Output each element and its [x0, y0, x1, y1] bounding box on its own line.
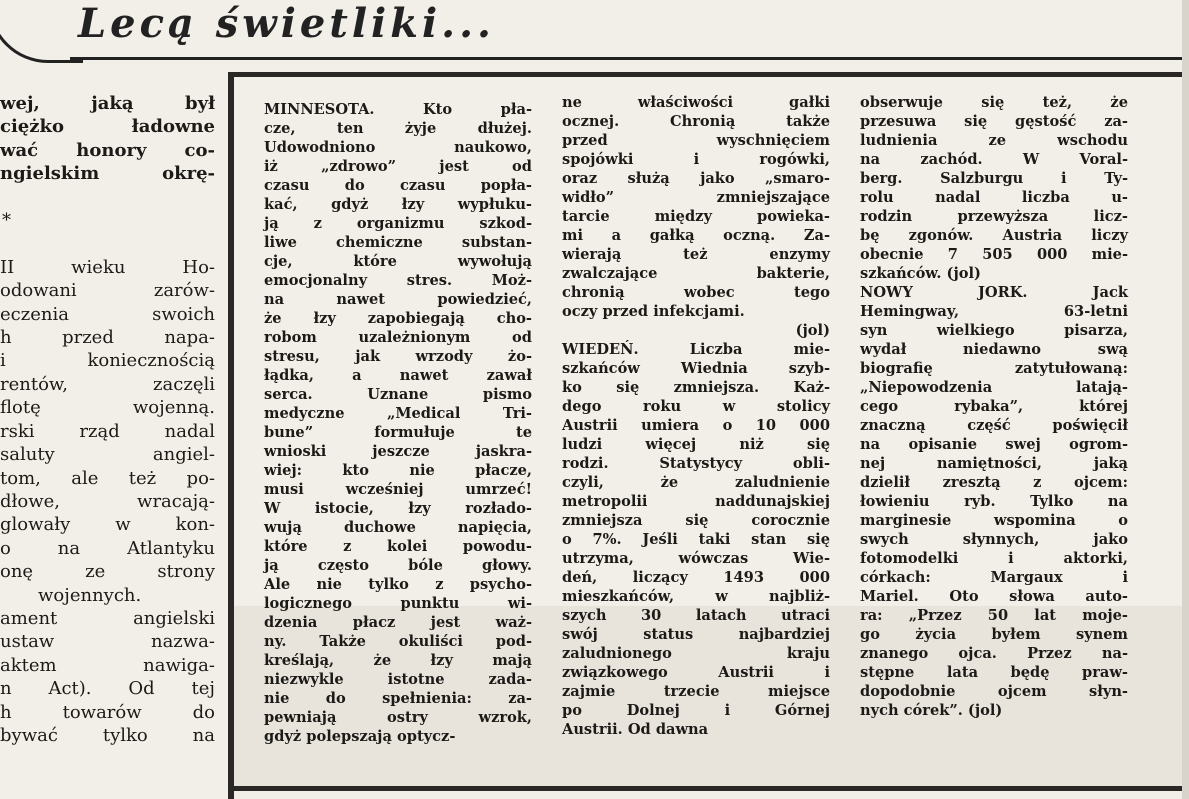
text-line: wać honory co- [0, 139, 215, 161]
text-line: które z kolei powodu- [264, 538, 532, 555]
text-line: zmniejsza się corocznie [562, 512, 830, 529]
text-line: dzielił zresztą z ojcem: [860, 474, 1128, 491]
header-rule [70, 57, 1189, 60]
text-line: ocznej. Chronią także [562, 113, 830, 130]
text-line: znaczną część poświęcił [860, 417, 1128, 434]
text-line: widło” zmniejszające [562, 189, 830, 206]
text-line: rolu nadal liczba u- [860, 189, 1128, 206]
text-line: deń, liczący 1493 000 [562, 569, 830, 586]
text-line: utrzyma, wówczas Wie- [562, 550, 830, 567]
text-line: Udowodniono naukowo, [264, 139, 532, 156]
text-line: bune” formułuje te [264, 424, 532, 441]
article-column-1 [264, 100, 532, 746]
text-line: przesuwa się gęstość za- [860, 113, 1128, 130]
text-line: ra: „Przez 50 lat moje- [860, 607, 1128, 624]
text-line: wydał niedawno swą [860, 341, 1128, 358]
text-line: szkańców Wiednia szyb- [562, 360, 830, 377]
text-line: córkach: Margaux i [860, 569, 1128, 586]
text-line: rski rząd nadal [0, 420, 215, 442]
text-line: zajmie trzecie miejsce [562, 683, 830, 700]
text-line: bę zgonów. Austria liczy [860, 227, 1128, 244]
text-line: robom uzależnionym od [264, 329, 532, 346]
text-line: ustaw nazwa- [0, 631, 215, 653]
text-line: serca. Uznane pismo [264, 386, 532, 403]
text-line: że łzy zapobiegają cho- [264, 310, 532, 327]
text-line: „Niepowodzenia latają- [860, 379, 1128, 396]
text-line: cze, ten żyje dłużej. [264, 120, 532, 137]
text-line [0, 186, 215, 209]
left-article-column [0, 92, 215, 747]
text-line: na zachód. W Voral- [860, 151, 1128, 168]
text-line: niezwykle istotne zada- [264, 671, 532, 688]
text-line: Austrii. Od dawna [562, 721, 709, 738]
text-line: o na Atlantyku [0, 537, 215, 559]
text-line: * [2, 210, 11, 232]
text-line: II wieku Ho- [0, 256, 215, 278]
text-line: szkańców. (jol) [860, 265, 981, 282]
text-line: syn wielkiego pisarza, [860, 322, 1128, 339]
text-line: dzenia płacz jest waż- [264, 614, 532, 631]
text-line: Austrii umiera o 10 000 [562, 417, 830, 434]
text-line: po Dolnej i Górnej [562, 702, 830, 719]
text-line: łądka, a nawet zawał [264, 367, 532, 384]
article-column-3 [860, 93, 1128, 720]
text-line: związkowego Austrii i [562, 664, 830, 681]
text-line: mieszkańców, w najbliż- [562, 588, 830, 605]
text-line: wojennych. [38, 584, 142, 606]
text-line: odowani zarów- [0, 280, 215, 302]
text-line: cego rybaka”, której [860, 398, 1128, 415]
text-line: czyli, że zaludnienie [562, 474, 830, 491]
text-line: tarcie między powieka- [562, 208, 830, 225]
text-line: ciężko ładowne [0, 116, 215, 138]
text-line: obecnie 7 505 000 mie- [860, 246, 1128, 263]
text-line: cje, które wywołują [264, 253, 532, 270]
text-line: logicznego punktu wi- [264, 595, 532, 612]
text-line: ludnienia ze wschodu [860, 132, 1128, 149]
text-line: eczenia swoich [0, 303, 215, 325]
text-line: berg. Salzburgu i Ty- [860, 170, 1128, 187]
text-line: musi wcześniej umrzeć! [264, 481, 532, 498]
text-line [0, 232, 215, 255]
text-line: na nawet powiedzieć, [264, 291, 532, 308]
text-line: swój status najbardziej [562, 626, 830, 643]
text-line: ngielskim okrę- [0, 163, 215, 185]
text-line: wnioski jeszcze jaskra- [264, 443, 532, 460]
text-line: h przed napa- [0, 327, 215, 349]
text-line: wierają też enzymy [562, 246, 830, 263]
text-line: WIEDEŃ. Liczba mie- [562, 341, 830, 358]
text-line: n Act). Od tej [0, 678, 215, 700]
text-line: rodzin przewyższa licz- [860, 208, 1128, 225]
text-line: ko się zmniejsza. Każ- [562, 379, 830, 396]
text-line: dłowe, wracają- [0, 490, 215, 512]
text-line: spojówki i rogówki, [562, 151, 830, 168]
text-line: flotę wojenną. [0, 397, 215, 419]
text-line: fotomodelki i aktorki, [860, 550, 1128, 567]
text-line: nie do spełnienia: za- [264, 690, 532, 707]
text-line: kreślają, że łzy mają [264, 652, 532, 669]
text-line: pewniają ostry wzrok, [264, 709, 532, 726]
text-line: ludzi więcej niż się [562, 436, 830, 453]
box-top-rule [228, 72, 1189, 77]
text-line: swych słynnych, jako [860, 531, 1128, 548]
text-line: MINNESOTA. Kto pła- [264, 101, 532, 118]
text-line: ny. Także okuliści pod- [264, 633, 532, 650]
text-line: mi a gałką oczną. Za- [562, 227, 830, 244]
text-line: go życia byłem synem [860, 626, 1128, 643]
section-title: Lecą świetliki... [78, 0, 495, 47]
box-bottom-rule [230, 786, 1189, 791]
text-line: zaludnionego kraju [562, 645, 830, 662]
text-line: gdyż polepszają optycz- [264, 728, 456, 745]
text-line: oczy przed infekcjami. [562, 303, 745, 320]
text-line: rentów, zaczęli [0, 373, 215, 395]
text-line: W istocie, łzy rozłado- [264, 500, 532, 517]
article-column-2 [562, 93, 830, 739]
text-line: saluty angiel- [0, 444, 215, 466]
text-line: medyczne „Medical Tri- [264, 405, 532, 422]
text-line: NOWY JORK. Jack [860, 284, 1128, 301]
text-line: nej namiętności, jaką [860, 455, 1128, 472]
text-line: glowały w kon- [0, 514, 215, 536]
text-line: emocjonalny stres. Moż- [264, 272, 532, 289]
text-line: o 7%. Jeśli taki stan się [562, 531, 830, 548]
text-line: kać, gdyż łzy wypłuku- [264, 196, 532, 213]
text-line: oraz służą jako „smaro- [562, 170, 830, 187]
text-line: (jol) [795, 322, 830, 339]
text-line: dopodobnie ojcem słyn- [860, 683, 1128, 700]
text-line: nych córek”. (jol) [860, 702, 1003, 719]
text-line: stresu, jak wrzody żo- [264, 348, 532, 365]
text-line: iż „zdrowo” jest od [264, 158, 532, 175]
text-line: rodzi. Statystycy obli- [562, 455, 830, 472]
text-line: wej, jaką był [0, 93, 215, 114]
text-line: ne właściwości gałki [562, 94, 830, 111]
text-line: onę ze strony [0, 561, 215, 583]
text-line: aktem nawiga- [0, 654, 215, 676]
text-line: Ale nie tylko z psycho- [264, 576, 532, 593]
text-line: Hemingway, 63-letni [860, 303, 1128, 320]
text-line: chronią wobec tego [562, 284, 830, 301]
header-ornament-arc [0, 0, 83, 63]
text-line: wują duchowe napięcia, [264, 519, 532, 536]
text-line: znanego ojca. Przez na- [860, 645, 1128, 662]
text-line: obserwuje się też, że [860, 94, 1128, 111]
page-edge [1182, 0, 1189, 799]
text-line: bywać tylko na [0, 724, 215, 746]
text-line: ament angielski [0, 607, 215, 629]
text-line: tom, ale też po- [0, 467, 215, 489]
text-line: Mariel. Oto słowa auto- [860, 588, 1128, 605]
text-line: wiej: kto nie płacze, [264, 462, 532, 479]
text-line: marginesie wspomina o [860, 512, 1128, 529]
text-line: czasu do czasu popła- [264, 177, 532, 194]
text-line: na opisanie swej ogrom- [860, 436, 1128, 453]
text-line: ją z organizmu szkod- [264, 215, 532, 232]
text-line: zwalczające bakterie, [562, 265, 830, 282]
text-line: h towarów do [0, 701, 215, 723]
text-line: metropolii naddunajskiej [562, 493, 830, 510]
text-line: stępne lata będę praw- [860, 664, 1128, 681]
text-line: przed wyschnięciem [562, 132, 830, 149]
box-left-rule [228, 72, 234, 799]
text-line: ją często bóle głowy. [264, 557, 532, 574]
text-line: liwe chemiczne substan- [264, 234, 532, 251]
text-line: biografię zatytułowaną: [860, 360, 1128, 377]
text-line: i koniecznością [0, 350, 215, 372]
text-line: dego roku w stolicy [562, 398, 830, 415]
text-line: szych 30 latach utraci [562, 607, 830, 624]
text-line: łowieniu ryb. Tylko na [860, 493, 1128, 510]
